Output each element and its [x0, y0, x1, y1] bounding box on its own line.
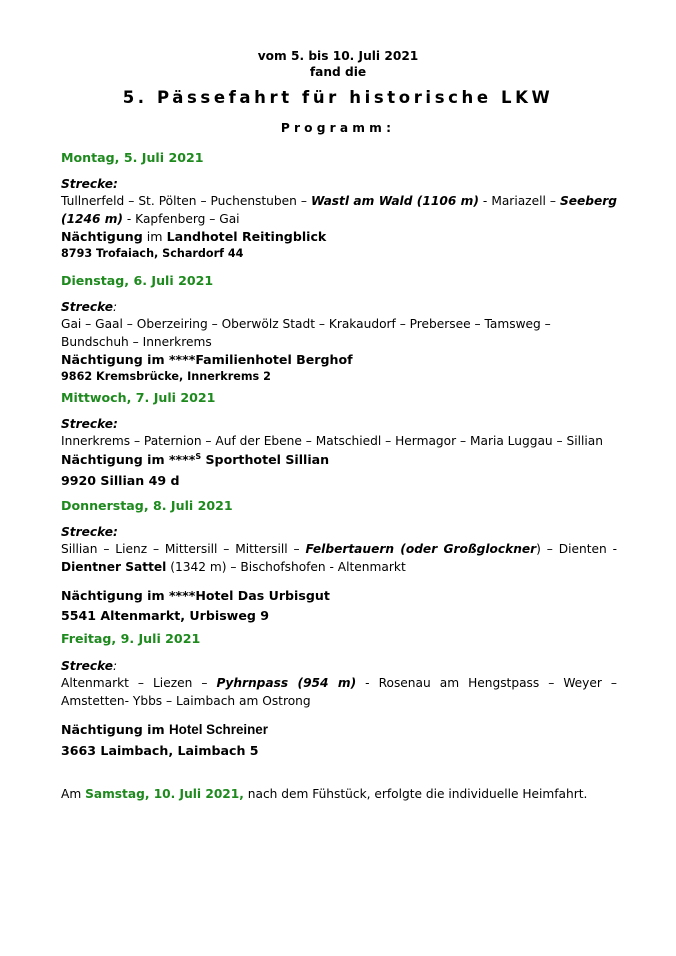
strecke-label: Strecke: — [61, 177, 118, 191]
overnight-im: im — [142, 228, 167, 244]
overnight-block-friday — [61, 720, 617, 760]
overnight-line: Nächtigung im ****$^S$ Sporthotel Sillian — [61, 451, 330, 467]
hotel-address: 8793 Trofaiach, Schardorf 44 — [61, 246, 244, 260]
overnight-line — [61, 228, 617, 246]
route-text: Sillian – Lienz – Mittersill – Mittersill – Felbertauern (oder Großglockner) – Dienten - Dientner Sattel (1342 m) – Bischofshofen - Altenmarkt — [61, 542, 617, 574]
day-heading-wednesday: Mittwoch, 7. Juli 2021 — [61, 390, 216, 405]
hotel-address: 9862 Kremsbrücke, Innerkrems 2 — [61, 369, 271, 383]
overnight-line: Nächtigung im Hotel Schreiner — [61, 722, 268, 737]
day-block-thursday — [61, 524, 617, 625]
day-block-monday — [61, 176, 617, 262]
strecke-label: Strecke: — [61, 525, 118, 539]
day-heading-monday: Montag, 5. Juli 2021 — [61, 150, 204, 165]
fand-die-text: fand die — [309, 65, 367, 79]
date-range: vom 5. bis 10. Juli 2021 — [257, 49, 419, 63]
overnight-word: Nächtigung — [61, 228, 143, 244]
overnight-line: Nächtigung im ****Familienhotel Berghof — [61, 351, 353, 367]
day-heading-friday: Freitag, 9. Juli 2021 — [61, 631, 201, 646]
overnight-line: Nächtigung im ****Hotel Das Urbisgut — [61, 587, 330, 603]
hotel-address: 9920 Sillian 49 d — [61, 472, 180, 488]
strecke-label: Strecke: — [61, 659, 118, 673]
hotel-address: 3663 Laimbach, Laimbach 5 — [61, 743, 259, 759]
strecke-label: Strecke: — [61, 417, 118, 431]
strecke-label: Strecke: — [61, 300, 118, 314]
closing-date: Samstag, 10. Juli 2021, — [85, 787, 244, 801]
route-text: Gai – Gaal – Oberzeiring – Oberwölz Stadt – Krakaudorf – Prebersee – Tamsweg – Bundschuh – Innerkrems — [61, 317, 551, 349]
programm-heading: Programm: — [280, 121, 396, 135]
page-title: 5. Pässefahrt für historische LKW — [122, 88, 554, 107]
day-heading-thursday: Donnerstag, 8. Juli 2021 — [61, 498, 233, 513]
day-heading-tuesday: Dienstag, 6. Juli 2021 — [61, 273, 214, 288]
route-text: Altenmarkt – Liezen – Pyhrnpass (954 m) - Rosenau am Hengstpass – Weyer – Amstetten- Ybbs – Laimbach am Ostrong — [61, 676, 618, 708]
hotel-address: 5541 Altenmarkt, Urbisweg 9 — [61, 607, 270, 623]
day-block-friday — [61, 658, 617, 710]
route-text: Tullnerfeld – St. Pölten – Puchenstuben – Wastl am Wald (1106 m) - Mariazell – Seeberg (1246 m) - Kapfenberg – Gai — [61, 194, 617, 226]
route-text: Innerkrems – Paternion – Auf der Ebene – Matschiedl – Hermagor – Maria Luggau – Sillian — [61, 434, 603, 449]
day-block-tuesday — [61, 299, 617, 385]
day-block-wednesday — [61, 416, 617, 489]
hotel-name: Landhotel Reitingblick — [166, 228, 327, 244]
closing-paragraph: Am Samstag, 10. Juli 2021, nach dem Fühstück, erfolgte die individuelle Heimfahrt. — [61, 787, 588, 801]
